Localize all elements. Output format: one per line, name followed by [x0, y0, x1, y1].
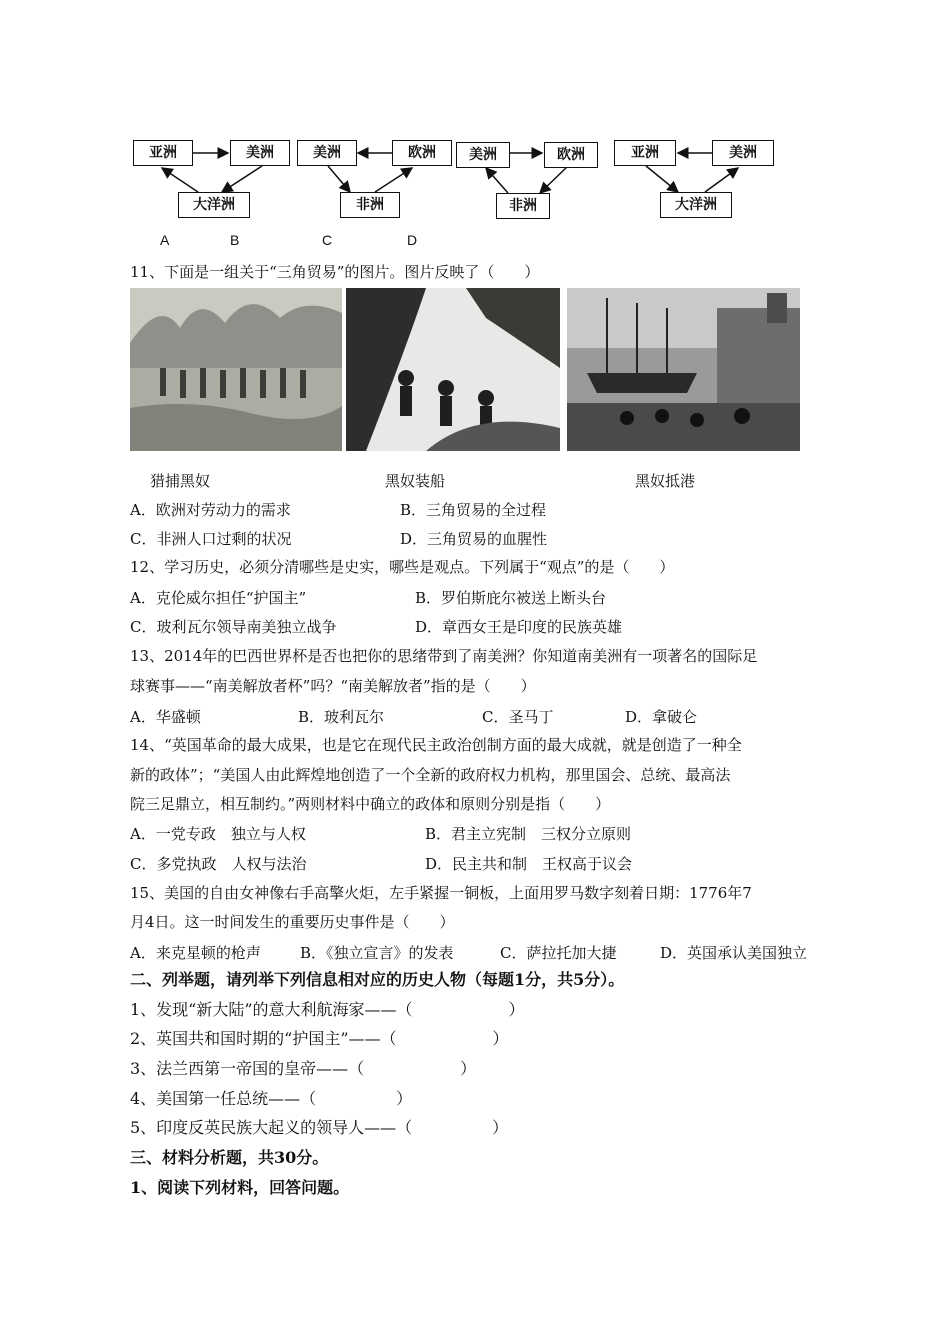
diagram-a-right: 美洲	[230, 140, 290, 166]
diagram-b-bottom: 非洲	[340, 192, 400, 218]
diagram-c-left: 美洲	[456, 142, 510, 168]
section2-item-5: 5、印度反英民族大起义的领导人——（ ）	[130, 1118, 509, 1137]
section3-sub1: 1、阅读下列材料，回答问题。	[130, 1178, 350, 1197]
section2-item-3: 3、法兰西第一帝国的皇帝——（ ）	[130, 1059, 477, 1078]
slave-loading-image	[346, 288, 560, 451]
diagram-label-c: C	[322, 232, 333, 248]
q13-stem-line2: 球赛事——“南美解放者杯”吗？“南美解放者”指的是（ ）	[130, 677, 536, 695]
q13-option-c: C．圣马丁	[482, 708, 554, 726]
q13-stem-line1: 13、2014年的巴西世界杯是否也把你的思绪带到了南美洲？你知道南美洲有一项著名的国际足	[130, 647, 758, 665]
slave-hunting-image	[130, 288, 342, 451]
q12-option-d: D．章西女王是印度的民族英雄	[415, 618, 623, 636]
q14-stem-line3: 院三足鼎立，相互制约。”两则材料中确立的政体和原则分别是指（ ）	[130, 795, 611, 813]
q14-option-b: B．君主立宪制 三权分立原则	[425, 825, 632, 843]
q12-stem: 12、学习历史，必须分清哪些是史实，哪些是观点。下列属于“观点”的是（ ）	[130, 558, 675, 576]
section2-item-1: 1、发现“新大陆”的意大利航海家——（ ）	[130, 1000, 525, 1019]
q15-stem-line1: 15、美国的自由女神像右手高擎火炬，左手紧握一铜板，上面用罗马数字刻着日期：1776年7	[130, 884, 752, 902]
diagram-c-right: 欧洲	[544, 142, 598, 168]
section2-title: 二、列举题，请列举下列信息相对应的历史人物（每题1分，共5分）。	[130, 970, 625, 989]
diagram-c-bottom: 非洲	[496, 193, 550, 219]
q11-option-a: A．欧洲对劳动力的需求	[130, 501, 291, 519]
caption-hunting: 猎捕黑奴	[150, 472, 211, 490]
q14-stem-line1: 14、“英国革命的最大成果，也是它在现代民主政治创制方面的最大成就，就是创造了一种全	[130, 736, 742, 754]
diagram-a-bottom: 大洋洲	[178, 192, 250, 218]
q11-option-c: C．非洲人口过剩的状况	[130, 530, 292, 548]
q11-option-d: D．三角贸易的血腥性	[400, 530, 548, 548]
q13-option-b: B．玻利瓦尔	[298, 708, 385, 726]
section2-item-4: 4、美国第一任总统——（ ）	[130, 1089, 413, 1108]
diagram-b-right: 欧洲	[392, 140, 452, 166]
q15-stem-line2: 月4日。这一时间发生的重要历史事件是（ ）	[130, 913, 455, 931]
q15-option-b: B．《独立宣言》的发表	[300, 944, 454, 962]
q15-option-a: A．来克星顿的枪声	[130, 944, 261, 962]
q14-option-a: A．一党专政 独立与人权	[130, 825, 306, 843]
q15-option-c: C．萨拉托加大捷	[500, 944, 617, 962]
caption-arrival: 黑奴抵港	[635, 472, 696, 490]
q12-option-a: A．克伦威尔担任“护国主”	[130, 589, 307, 607]
q12-option-b: B．罗伯斯庇尔被送上断头台	[415, 589, 607, 607]
diagram-label-d: D	[407, 232, 418, 248]
diagram-arrows	[0, 0, 950, 230]
diagram-label-b: B	[230, 232, 240, 248]
q11-stem: 11、下面是一组关于“三角贸易”的图片。图片反映了（ ）	[130, 263, 540, 281]
q13-option-a: A．华盛顿	[130, 708, 201, 726]
q13-option-d: D．拿破仑	[625, 708, 698, 726]
diagram-a-left: 亚洲	[133, 140, 193, 166]
diagram-d-left: 亚洲	[614, 140, 676, 166]
diagram-d-bottom: 大洋洲	[660, 192, 732, 218]
section3-title: 三、材料分析题，共30分。	[130, 1148, 329, 1167]
q14-option-d: D．民主共和制 王权高于议会	[425, 855, 633, 873]
diagram-b-left: 美洲	[297, 140, 357, 166]
q15-option-d: D．英国承认美国独立	[660, 944, 808, 962]
diagram-label-a: A	[160, 232, 170, 248]
q14-stem-line2: 新的政体”；“美国人由此辉煌地创造了一个全新的政府权力机构，那里国会、总统、最高法	[130, 766, 731, 784]
q11-option-b: B．三角贸易的全过程	[400, 501, 547, 519]
q12-option-c: C．玻利瓦尔领导南美独立战争	[130, 618, 337, 636]
diagram-d-right: 美洲	[712, 140, 774, 166]
caption-loading: 黑奴装船	[385, 472, 446, 490]
section2-item-2: 2、英国共和国时期的“护国主”——（ ）	[130, 1029, 509, 1048]
q14-option-c: C．多党执政 人权与法治	[130, 855, 307, 873]
slave-arrival-image	[567, 288, 800, 451]
